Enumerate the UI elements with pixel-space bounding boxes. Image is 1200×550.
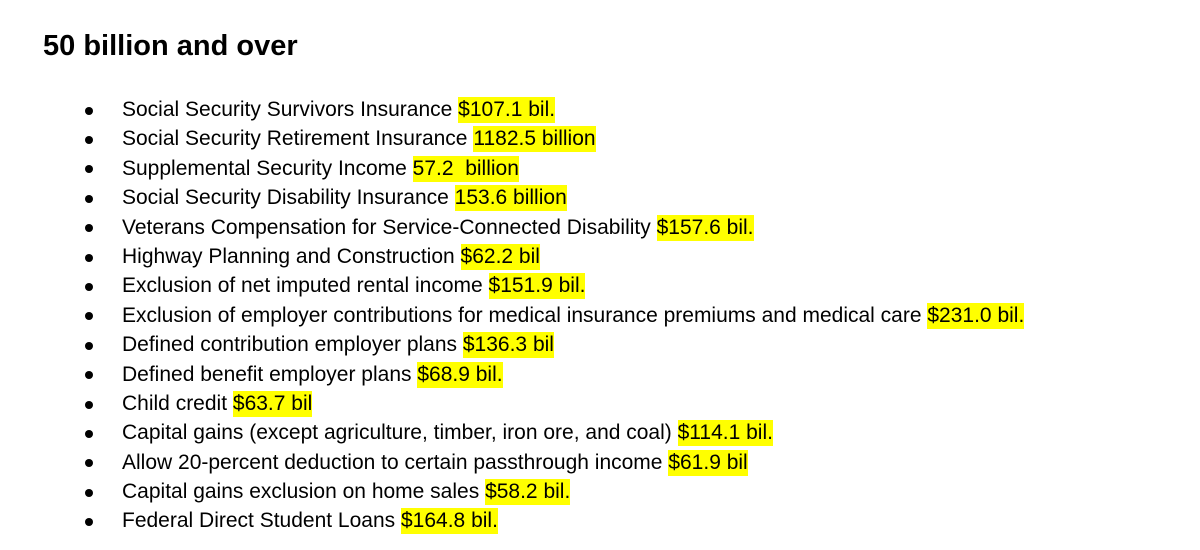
- bullet-icon: [85, 312, 93, 320]
- list-item: [0, 330, 1024, 359]
- list-item: [0, 183, 1024, 212]
- bullet-icon: [85, 489, 93, 497]
- item-amount: $136.3 bil: [462, 333, 554, 357]
- list-item: [0, 477, 1024, 506]
- bullet-icon: [85, 165, 93, 173]
- item-label: Allow 20-percent deduction to certain passthrough income: [122, 450, 663, 474]
- bullet-icon: [85, 107, 93, 115]
- bullet-icon: [85, 459, 93, 467]
- item-label: Social Security Survivors Insurance: [122, 98, 453, 121]
- list-item: [0, 271, 1024, 300]
- bullet-icon: [85, 195, 93, 203]
- item-label: Supplemental Security Income: [122, 156, 407, 180]
- list-item: [0, 154, 1024, 183]
- list-item: [0, 506, 1024, 535]
- list-item: [0, 213, 1024, 242]
- list-item: [0, 95, 1024, 124]
- list-item: [0, 242, 1024, 271]
- item-amount: $68.9 bil.: [417, 362, 503, 386]
- list-item: [0, 124, 1024, 153]
- list-item: [0, 360, 1024, 389]
- program-list: [0, 95, 1024, 536]
- item-amount: $151.9 bil.: [488, 274, 586, 298]
- bullet-icon: [85, 224, 93, 232]
- item-label: Social Security Retirement Insurance: [122, 127, 468, 151]
- item-amount: $61.9 bil: [668, 450, 748, 474]
- item-label: Defined benefit employer plans: [122, 362, 412, 386]
- bullet-icon: [85, 518, 93, 526]
- item-label: Exclusion of net imputed rental income: [122, 274, 483, 298]
- list-item: [0, 448, 1024, 477]
- item-amount: 1182.5 billion: [473, 127, 596, 151]
- bullet-icon: [85, 283, 93, 291]
- bullet-icon: [85, 136, 93, 144]
- item-label: Child credit: [122, 391, 228, 415]
- item-amount: 57.2 billion: [412, 156, 519, 180]
- bullet-icon: [85, 371, 93, 379]
- list-item: [0, 389, 1024, 418]
- item-label: Exclusion of employer contributions for medical insurance premiums and medical care: [122, 303, 922, 327]
- item-amount: $157.6 bil.: [656, 215, 754, 239]
- item-amount: $114.1 bil.: [677, 421, 773, 445]
- item-label: Federal Direct Student Loans: [122, 509, 396, 533]
- item-amount: $107.1 bil.: [458, 98, 556, 121]
- bullet-icon: [85, 342, 93, 350]
- item-label: Highway Planning and Construction: [122, 244, 455, 268]
- item-amount: $231.0 bil.: [927, 303, 1025, 327]
- list-item: [0, 418, 1024, 447]
- bullet-icon: [85, 254, 93, 262]
- item-label: Capital gains (except agriculture, timber, iron ore, and coal): [122, 421, 672, 445]
- item-amount: $58.2 bil.: [485, 480, 571, 504]
- item-amount: $63.7 bil: [232, 391, 313, 415]
- list-item: [0, 301, 1024, 330]
- item-label: Veterans Compensation for Service-Connected Disability: [122, 215, 651, 239]
- bullet-icon: [85, 430, 93, 438]
- item-label: Social Security Disability Insurance: [122, 186, 449, 210]
- item-amount: $62.2 bil: [460, 244, 540, 268]
- section-heading: 50 billion and over: [43, 30, 298, 62]
- bullet-icon: [85, 401, 93, 409]
- item-amount: 153.6 billion: [454, 186, 567, 210]
- item-amount: $164.8 bil.: [401, 509, 498, 533]
- item-label: Defined contribution employer plans: [122, 333, 458, 357]
- item-label: Capital gains exclusion on home sales: [122, 480, 480, 504]
